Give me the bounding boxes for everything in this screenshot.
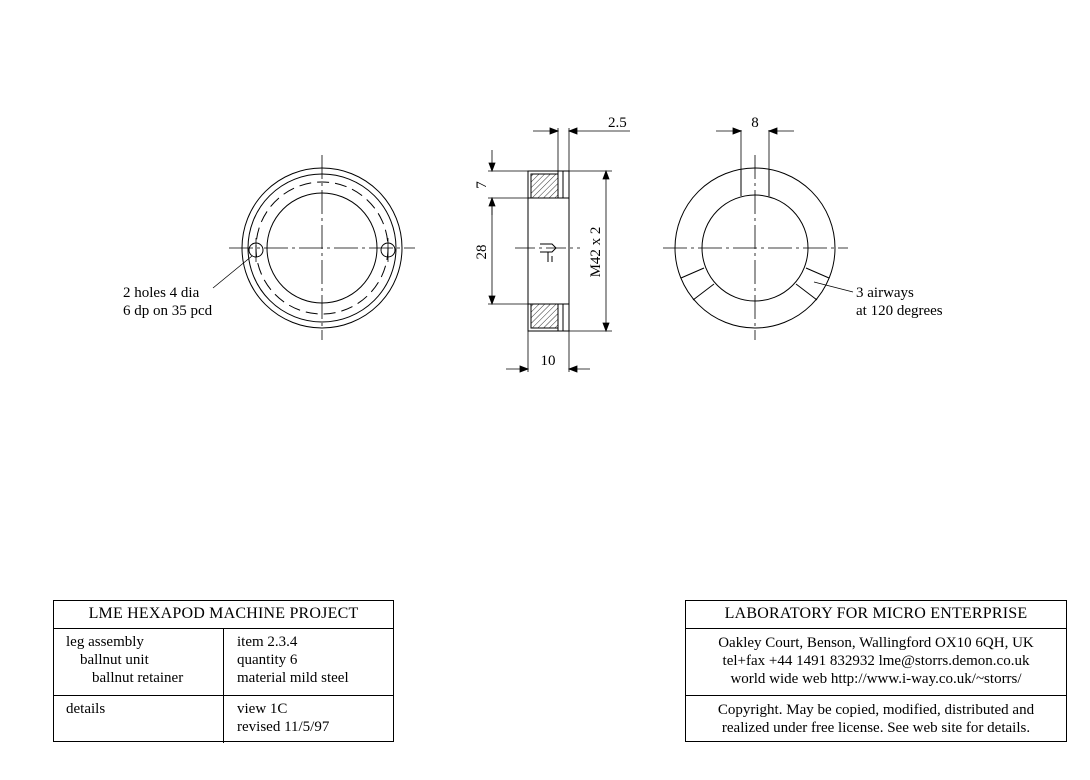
copyright-line1: Copyright. May be copied, modified, distributed and <box>717 702 1035 718</box>
front-view-holes <box>213 155 415 340</box>
hatch-top <box>531 174 558 198</box>
lab-website: world wide web http://www.i-way.co.uk/~storrs/ <box>730 671 1022 687</box>
dim-slot-width: 2.5 <box>608 115 627 131</box>
holes-note-line1: 2 holes 4 dia <box>123 285 200 301</box>
dim-length: 10 <box>540 353 556 369</box>
hatch-bottom <box>531 304 558 328</box>
dim-flange: 7 <box>474 181 490 189</box>
project-title: LME HEXAPOD MACHINE PROJECT <box>54 601 393 629</box>
copyright-line2: realized under free license. See web site for details. <box>721 720 1031 736</box>
holes-note-line2: 6 dp on 35 pcd <box>123 303 213 319</box>
center-lines <box>229 155 415 340</box>
dim-thread: M42 x 2 <box>588 226 604 278</box>
part-line: ballnut retainer <box>92 670 184 686</box>
quantity: quantity 6 <box>237 652 298 668</box>
unit-line: ballnut unit <box>80 652 149 668</box>
rear-view-airways <box>663 130 853 340</box>
assembly-line: leg assembly <box>66 634 144 650</box>
material: material mild steel <box>237 670 349 686</box>
dim-airway-width: 8 <box>751 115 759 131</box>
airways-note-line1: 3 airways <box>856 285 914 301</box>
lab-contact: tel+fax +44 1491 832932 lme@storrs.demon.co.uk <box>722 653 1030 669</box>
lab-address: Oakley Court, Benson, Wallingford OX10 6QH, UK <box>718 635 1034 651</box>
revision-date: revised 11/5/97 <box>237 719 330 735</box>
title-block-lab <box>685 600 1067 742</box>
section-dimensions <box>489 128 630 372</box>
airways-note-line2: at 120 degrees <box>856 303 943 319</box>
view-label: view 1C <box>237 701 288 717</box>
dim-bore: 28 <box>474 244 490 260</box>
lab-title: LABORATORY FOR MICRO ENTERPRISE <box>686 601 1066 629</box>
details-label: details <box>66 701 106 717</box>
item-number: item 2.3.4 <box>237 634 298 650</box>
airway-leader <box>814 282 853 292</box>
title-block-project <box>53 600 394 742</box>
